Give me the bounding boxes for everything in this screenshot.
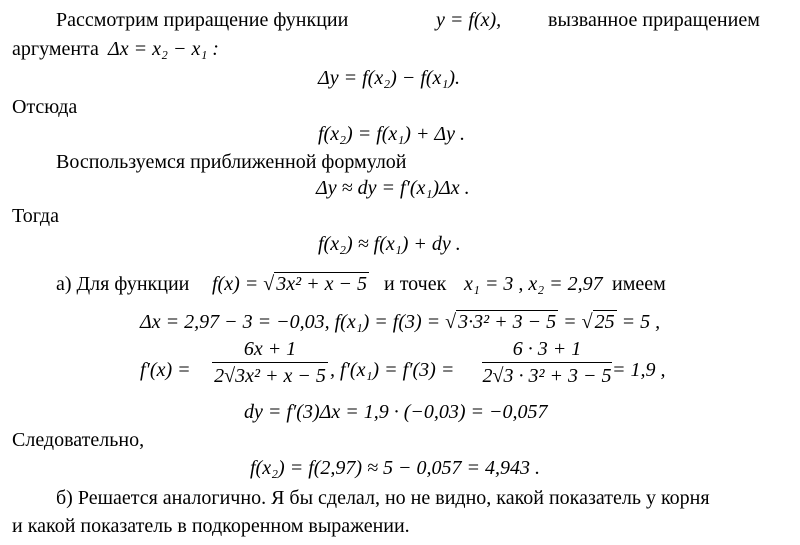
- otsyuda-text: Отсюда: [12, 96, 78, 118]
- equation-values: Δx = 2,97 − 3 = −0,03, f(x₁) = f(3) = √ 3·3² + 3 − 5 = √ 25 = 5 ,: [140, 311, 661, 333]
- derivative-lhs: f′(x) =: [140, 359, 191, 381]
- approx-formula-text: Воспользуемся приближенной формулой: [56, 151, 407, 173]
- equation-f-x2: f(x₂) = f(x₁) + Δy .: [318, 123, 466, 145]
- equation-approx: Δy ≈ dy = f′(x₁)Δx .: [316, 177, 470, 199]
- derivative-at-point-denominator: 2√3 · 3² + 3 − 5: [482, 365, 612, 387]
- part-b-line-2: и какой показатель в подкоренном выражении.: [12, 515, 410, 537]
- intro-text: Рассмотрим приращение функции: [56, 9, 349, 31]
- argument-text: аргумента: [12, 38, 99, 60]
- argument-increment-formula: Δx = x₂ − x₁ :: [108, 38, 219, 60]
- function-definition: y = f(x),: [436, 9, 502, 31]
- equation-delta-y: Δy = f(x₂) − f(x₁).: [318, 67, 461, 89]
- fraction-bar: [482, 362, 612, 363]
- part-b-line-1: б) Решается аналогично. Я бы сделал, но не видно, какой показатель у корня: [56, 487, 710, 509]
- derivative-at-point-fraction: [482, 338, 612, 387]
- derivative-numerator: 6x + 1: [243, 338, 297, 360]
- eq5-radicand-2: 25: [594, 311, 615, 333]
- derivative-denominator: 2√3x² + x − 5: [214, 365, 326, 387]
- equation-final: f(x₂) = f(2,97) ≈ 5 − 0,057 = 4,943 .: [250, 457, 541, 479]
- togda-text: Тогда: [12, 205, 59, 227]
- derivative-at-point-numerator: 6 · 3 + 1: [512, 338, 582, 360]
- intro-text-tail: вызванное приращением: [548, 9, 760, 31]
- part-a-function: f(x) = √ 3x² + x − 5: [212, 273, 367, 295]
- part-a-lead: а) Для функции: [56, 273, 190, 295]
- fraction-bar: [212, 362, 328, 363]
- derivative-fraction: [212, 338, 328, 387]
- derivative-result: = 1,9 ,: [612, 359, 666, 381]
- eq5-radicand-1: 3·3² + 3 − 5: [458, 311, 557, 333]
- part-a-tail: имеем: [612, 273, 666, 295]
- derivative-at-point-lhs: , f′(x₁) = f′(3) =: [330, 359, 455, 381]
- sledovatelno-text: Следовательно,: [12, 429, 145, 451]
- part-a-points: x₁ = 3 , x₂ = 2,97: [464, 273, 603, 295]
- equation-approx-result: f(x₂) ≈ f(x₁) + dy .: [318, 233, 461, 255]
- part-a-points-text: и точек: [384, 273, 447, 295]
- part-a-radicand: 3x² + x − 5: [276, 273, 367, 295]
- equation-dy: dy = f′(3)Δx = 1,9 · (−0,03) = −0,057: [244, 401, 548, 423]
